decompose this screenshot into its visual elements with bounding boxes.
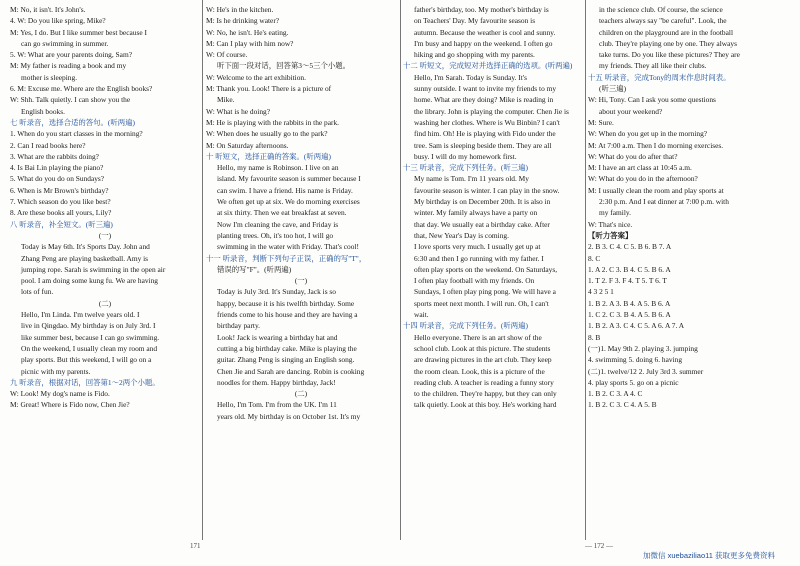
text-line: children on the playground are in the football [599, 27, 734, 37]
text-line: M: At 7:00 a.m. Then I do morning exercises. [588, 140, 724, 150]
text-line: 7. Which season do you like best? [10, 197, 111, 207]
text-line: W: Hi, Tony. Can I ask you some questions [588, 95, 716, 105]
text-line: W: Look! My dog's name is Fido. [10, 389, 110, 399]
text-line: M: I usually clean the room and play sports at [588, 185, 724, 195]
section-heading: 八 听录音，补全短文。(听三遍) [10, 219, 113, 229]
answer-line: 1. B 2. C 3. A 4. C [588, 389, 643, 399]
text-line: M: Is he drinking water? [206, 16, 280, 26]
text-line: mother is sleeping. [21, 72, 78, 82]
text-line: the room clean. Look, this is a picture of the [414, 366, 545, 376]
text-line: Today is July 3rd. It's Sunday, Jack is so [217, 287, 336, 297]
answer-line: 1. T 2. F 3. F 4. T 5. T 6. T [588, 276, 667, 286]
text-line: 6. When is Mr Brown's birthday? [10, 185, 109, 195]
answer-line: 1. B 2. C 3. C 4. A 5. B [588, 400, 657, 410]
text-line: guitar. Zhang Peng is singing an English song. [217, 355, 355, 365]
text-line: school club. Look at this picture. The students [414, 343, 551, 353]
text-line: can swim. I have a friend. His name is Friday. [217, 185, 353, 195]
text-line: 2:30 p.m. And I eat dinner at 7:00 p.m. with [599, 197, 729, 207]
answer-line: 1. A 2. C 3. B 4. C 5. B 6. A [588, 264, 671, 274]
text-line: on Teachers' Day. My favourite season is [414, 16, 536, 26]
watermark-text: 加微信 xuebaziliao11 获取更多免费资料 [643, 551, 775, 560]
text-line: 6. M: Excuse me. Where are the English books? [10, 84, 153, 94]
text-line: the library. John is playing the computer. Chen Jie is [414, 106, 569, 116]
text-line: W: What is he doing? [206, 106, 271, 116]
text-line: Hello everyone. There is an art show of the [414, 332, 542, 342]
text-line: lots of fun. [21, 287, 54, 297]
text-line: take turns. Do you like these pictures? They are [599, 50, 740, 60]
text-line: W: When does he usually go to the park? [206, 129, 328, 139]
text-line: M: Great! Where is Fido now, Chen Jie? [10, 400, 130, 410]
text-line: Look! Jack is wearing a birthday hat and [217, 332, 338, 342]
text-line: reading club. A teacher is reading a funny story [414, 377, 554, 387]
text-line: home. What are they doing? Mike is reading in [414, 95, 554, 105]
text-line: M: Can I play with him now? [206, 38, 294, 48]
subsection-label: (一) [98, 230, 112, 240]
text-line: live in Qingdao. My birthday is on July 3rd. I [21, 321, 156, 331]
text-line: my family. [599, 208, 631, 218]
text-line: father's birthday, too. My mother's birthday is [414, 5, 549, 14]
column-4 [588, 4, 788, 411]
text-line: 1. When do you start classes in the morning? [10, 129, 143, 139]
subsection-label: (一) [294, 276, 308, 286]
text-line: sports meet next month. I will run. Oh, I can't [414, 298, 549, 308]
column-divider [400, 0, 401, 540]
text-line: tree. Sam is sleeping beside them. They are all [414, 140, 552, 150]
text-line: Hello, I'm Tom. I'm from the UK. I'm 11 [217, 400, 337, 410]
text-line: 4. W: Do you like spring, Mike? [10, 16, 106, 26]
text-line: club. They're playing one by one. They always [599, 38, 737, 48]
text-line: 4. Is Bai Lin playing the piano? [10, 163, 104, 173]
text-line: (听三遍) [599, 84, 627, 94]
answer-line: 2. B 3. C 4. C 5. B 6. B 7. A [588, 242, 672, 252]
text-line: noodles for them. Happy birthday, Jack! [217, 377, 336, 387]
text-line: M: He is playing with the rabbits in the park. [206, 117, 340, 127]
text-line: talk quietly. Look at this boy. He's working hard [414, 400, 557, 410]
text-line: are drawing pictures in the art club. They keep [414, 355, 552, 365]
text-line: I'm busy and happy on the weekend. I often go [414, 38, 553, 48]
column-2 [206, 4, 396, 422]
text-line: Mike. [217, 95, 235, 105]
text-line: in the science club. Of course, the science [599, 5, 723, 14]
text-line: 5. W: What are your parents doing, Sam? [10, 50, 132, 60]
text-line: M: Thank you. Look! There is a picture of [206, 84, 332, 94]
subsection-label: (二) [98, 298, 112, 308]
text-line: that, New Year's Day is coming. [414, 230, 509, 240]
answer-line: 4. swimming 5. doing 6. having [588, 355, 683, 365]
text-line: W: What do you do after that? [588, 151, 678, 161]
text-line: Today is May 6th. It's Sports Day. John and [21, 242, 150, 252]
page-number-left: 171 [190, 542, 201, 550]
text-line: M: On Saturday afternoons. [206, 140, 289, 150]
text-line: Zhang Peng are playing basketball. Amy is [21, 253, 149, 263]
text-line: On the weekend, I usually clean my room and [21, 343, 158, 353]
text-line: that day. We usually eat a birthday cake. After [414, 219, 550, 229]
answer-line: 8. B [588, 332, 601, 342]
text-line: teachers always say "be careful". Look, the [599, 16, 727, 26]
text-line: I love sports very much. I usually get up at [414, 242, 541, 252]
text-line: M: I have an art class at 10:45 a.m. [588, 163, 692, 173]
section-heading: 十 听短文，选择正确的答案。(听两遍) [206, 151, 332, 161]
text-line: W: That's nice. [588, 219, 633, 229]
section-heading: 十四 听录音，完成下列任务。(听两遍) [403, 321, 529, 331]
text-line: M: My father is reading a book and my [10, 61, 127, 71]
text-line: M: No, it isn't. It's John's. [10, 5, 86, 14]
text-line: friends come to his house and they are having a [217, 310, 358, 320]
text-line: to the children. They're happy, but they can only [414, 389, 557, 399]
text-line: 2. Can I read books here? [10, 140, 86, 150]
text-line: Hello, my name is Robinson. I live on an [217, 163, 339, 173]
text-line: picnic with my parents. [21, 366, 91, 376]
text-line: W: Welcome to the art exhibition. [206, 72, 306, 82]
column-3 [403, 4, 583, 411]
answer-line: 1. C 2. C 3. B 4. A 5. B 6. A [588, 310, 671, 320]
text-line: M: Yes, I do. But I like summer best because I [10, 27, 147, 37]
section-heading: 七 听录音，选择合适的答句。(听两遍) [10, 117, 136, 127]
text-line: hiking and go shopping with my parents. [414, 50, 535, 60]
text-line: birthday party. [217, 321, 261, 331]
text-line: busy. I will do my homework first. [414, 151, 517, 161]
text-line: My name is Tom. I'm 11 years old. My [414, 174, 529, 184]
text-line: find him. Oh! He is playing with Fido under the [414, 129, 556, 139]
text-line: 错误的写"F"。(听两遍) [217, 264, 292, 274]
text-line: favourite season is winter. I can play in the snow. [414, 185, 560, 195]
text-line: M: Sure. [588, 117, 614, 127]
text-line: my friends. They all like their clubs. [599, 61, 707, 71]
text-line: Chen Jie and Sarah are dancing. Robin is cooking [217, 366, 365, 376]
page-number-right: — 172 — [585, 542, 613, 550]
text-line: W: Shh. Talk quietly. I can show you the [10, 95, 131, 105]
text-line: often play sports on the weekend. On Saturdays, [414, 264, 558, 274]
text-line: washing her clothes. Where is Wu Binbin? I can't [414, 117, 560, 127]
section-heading: 十五 听录音，完成Tony的周末作息时间表。 [588, 72, 731, 82]
text-line: autumn. Because the weather is cool and sunny. [414, 27, 556, 37]
answer-line: 1. B 2. A 3. B 4. A 5. B 6. A [588, 298, 671, 308]
section-heading: 十二 听短文，完成短对并选择正确的选项。(听两遍) [403, 61, 573, 71]
section-heading: 十三 听录音，完成下列任务。(听三遍) [403, 163, 529, 173]
text-line: English books. [21, 106, 65, 116]
text-line: My birthday is on December 20th. It is also in [414, 197, 551, 207]
answer-line: (一)1. May 9th 2. playing 3. jumping [588, 343, 698, 353]
text-line: W: Of course. [206, 50, 248, 60]
text-line: island. My favourite season is summer because I [217, 174, 361, 184]
text-line: We often get up at six. We do morning exercises [217, 197, 360, 207]
section-heading: 九 听录音，根据对话，回答第1～2两个小题。 [10, 377, 160, 387]
text-line: years old. My birthday is on October 1st. It's my [217, 411, 361, 421]
column-divider [585, 0, 586, 540]
text-line: 5. What do you do on Sundays? [10, 174, 105, 184]
text-line: winter. My family always have a party on [414, 208, 538, 218]
subsection-label: (二) [294, 389, 308, 399]
text-line: like summer best, because I can go swimming. [21, 332, 160, 342]
answer-line: 4. play sports 5. go on a picnic [588, 377, 679, 387]
text-line: jumping rope. Sarah is swimming in the open air [21, 264, 166, 274]
text-line: swimming in the water with Friday. That's cool! [217, 242, 359, 252]
text-line: about your weekend? [599, 106, 663, 116]
column-1 [10, 4, 200, 411]
text-line: 3. What are the rabbits doing? [10, 151, 99, 161]
text-line: 听下面一段对话，回答第3～5三个小题。 [217, 61, 351, 71]
text-line: 8. Are these books all yours, Lily? [10, 208, 112, 218]
column-divider [202, 0, 203, 540]
text-line: W: When do you get up in the morning? [588, 129, 708, 139]
text-line: can go swimming in summer. [21, 38, 109, 48]
text-line: planting trees. Oh, it's too hot, I will go [217, 230, 334, 240]
text-line: W: What do you do in the afternoon? [588, 174, 698, 184]
answer-line: 1. B 2. A 3. C 4. C 5. A 6. A 7. A [588, 321, 685, 331]
text-line: Hello, I'm Linda. I'm twelve years old. I [21, 310, 140, 320]
text-line: W: No, he isn't. He's eating. [206, 27, 289, 37]
text-line: W: He's in the kitchen. [206, 5, 274, 14]
answer-line: 4 3 2 5 1 [588, 287, 614, 297]
text-line: Hello, I'm Sarah. Today is Sunday. It's [414, 72, 527, 82]
text-line: sunny outside. I want to invite my friends to my [414, 84, 557, 94]
text-line: cutting a big birthday cake. Mike is playing the [217, 343, 357, 353]
text-line: pool. I am doing some kung fu. We are having [21, 276, 158, 286]
text-line: play sports. But this weekend, I will go on a [21, 355, 152, 365]
text-line: wait. [414, 310, 429, 320]
text-line: Sundays, I often play ping pong. We will have a [414, 287, 556, 297]
answer-line: 8. C [588, 253, 601, 263]
text-line: Now I'm cleaning the cave, and Friday is [217, 219, 339, 229]
section-heading: 十一 听录音，判断下列句子正误，正确的写"T"， [206, 253, 367, 263]
text-line: 6:30 and then I go running with my father. I [414, 253, 544, 263]
text-line: happy, because it is his twelfth birthday. Some [217, 298, 355, 308]
text-line: at six thirty. Then we eat breakfast at seven. [217, 208, 347, 218]
answers-title: 【听力答案】 [588, 230, 633, 240]
answer-line: (二)1. twelve/12 2. July 3rd 3. summer [588, 366, 704, 376]
text-line: I often play football with my friends. On [414, 276, 535, 286]
